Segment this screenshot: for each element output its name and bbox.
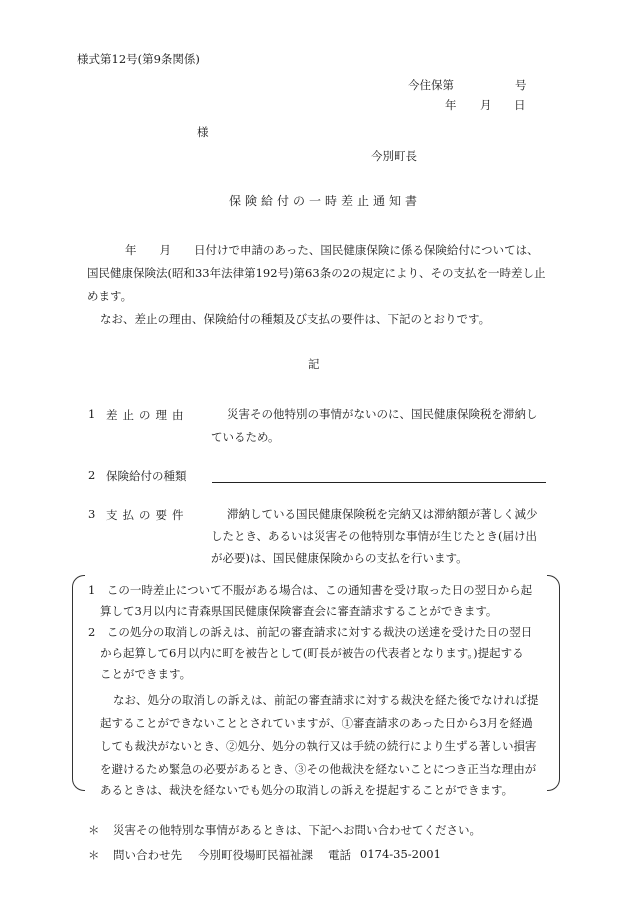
footer-note-text: 災害その他特別な事情があるときは、下記へお問い合わせてください。	[113, 823, 481, 837]
notice-bracket-left	[72, 575, 85, 791]
contact-office: 今別町役場町民福祉課	[198, 848, 313, 862]
contact-phone: 0174-35-2001	[360, 847, 441, 861]
date-day: 日	[514, 98, 526, 112]
notice-line: しても裁決がないとき、②処分、処分の執行又は手続の続行により生ずる著しい損害	[100, 739, 537, 753]
asterisk-icon: ＊	[88, 823, 100, 837]
item-text-line: 滞納している国民健康保険税を完納又は滞納額が著しく減少	[227, 507, 538, 521]
item-text-line: 災害その他特別の事情がないのに、国民健康保険税を滞納し	[227, 407, 538, 421]
addressee-suffix: 様	[197, 125, 209, 139]
item-label: 差止の理由	[106, 408, 189, 422]
form-number: 様式第12号(第9条関係)	[77, 52, 200, 66]
notice-bracket-right	[547, 575, 560, 791]
doc-number-suffix: 号	[515, 78, 527, 92]
date-year: 年	[445, 98, 457, 112]
item-label: 保険給付の種類	[106, 469, 187, 483]
item-number: 2	[88, 468, 96, 482]
ki-heading: 記	[308, 357, 320, 371]
benefit-type-blank-line	[212, 482, 546, 483]
notice-line: から起算して6月以内に町を被告として(町長が被告の代表者となります。)提起する	[100, 646, 524, 660]
contact-label: 問い合わせ先	[113, 848, 182, 862]
asterisk-icon: ＊	[88, 848, 100, 862]
notice-line: あるときは、裁決を経ないでも処分の取消しの訴えを提起することができます。	[100, 783, 514, 797]
item-text-line: したとき、あるいは災害その他特別な事情が生じたとき(届け出	[211, 529, 538, 543]
doc-number-prefix: 今住保第	[408, 78, 454, 92]
notice-line: 起することができないこととされていますが、①審査請求のあった日から3月を経過	[100, 716, 533, 730]
item-label: 支払の要件	[106, 508, 189, 522]
notice-line: なお、処分の取消しの訴えは、前記の審査請求に対する裁決を経た後でなければ提	[113, 693, 539, 707]
notice-line: 1 この一時差止について不服がある場合は、この通知書を受け取った日の翌日から起	[88, 583, 533, 597]
date-month: 月	[480, 98, 492, 112]
item-number: 3	[88, 507, 96, 521]
body-line-4: なお、差止の理由、保険給付の種類及び支払の要件は、下記のとおりです。	[100, 312, 491, 326]
sender-name: 今別町長	[371, 149, 417, 163]
notice-line: ことができます。	[100, 667, 192, 681]
notice-line: を避けるため緊急の必要があるとき、③その他裁決を経ないことにつき正当な理由が	[100, 762, 537, 776]
item-text-line: ているため。	[211, 430, 280, 444]
document-title: 保険給付の一時差止通知書	[229, 194, 422, 208]
contact-tel-label: 電話	[328, 848, 351, 862]
body-line-2: 国民健康保険法(昭和33年法律第192号)第63条の2の規定により、その支払を一時差し止	[87, 266, 546, 280]
notice-line: 2 この処分の取消しの訴えは、前記の審査請求に対する裁決の送達を受けた日の翌日	[88, 625, 533, 639]
notice-line: 算して3月以内に青森県国民健康保険審査会に審査請求することができます。	[100, 604, 498, 618]
body-line-3: めます。	[87, 289, 133, 303]
item-number: 1	[88, 407, 96, 421]
item-text-line: が必要)は、国民健康保険からの支払を行います。	[211, 551, 468, 565]
body-line-1: 年 月 日付けで申請のあった、国民健康保険に係る保険給付については、	[125, 243, 539, 257]
